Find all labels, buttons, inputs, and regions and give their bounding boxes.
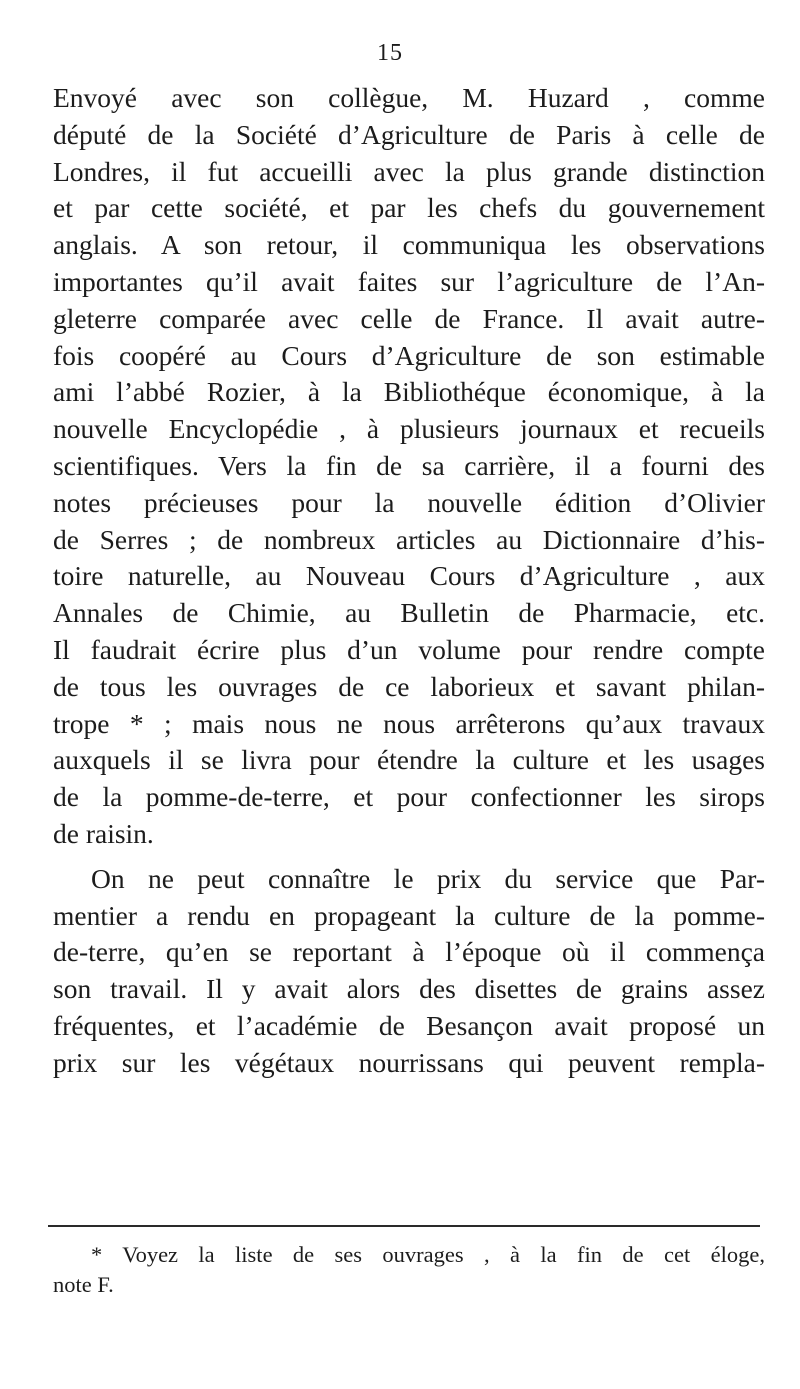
text-line: Il faudrait écrire plus d’un volume pour rendre compte [53, 633, 765, 665]
text-line: toire naturelle, au Nouveau Cours d’Agriculture , aux [53, 560, 765, 592]
text-line: Londres, il fut accueilli avec la plus grande distinction [53, 155, 765, 187]
text-line: nouvelle Encyclopédie , à plusieurs journaux et recueils [53, 413, 765, 445]
text-line: scientifiques. Vers la fin de sa carrière, il a fourni des [53, 449, 765, 481]
text-line: fois coopéré au Cours d’Agriculture de son estimable [53, 339, 765, 371]
text-line: de la pomme-de-terre, et pour confectionner les sirops [53, 781, 765, 813]
paragraph-1 [53, 80, 765, 853]
main-text [53, 80, 765, 1082]
footnote-line: * Voyez la liste de ses ouvrages , à la fin de cet éloge, [91, 1242, 765, 1267]
footnote-line: note F. [53, 1272, 114, 1297]
text-line: prix sur les végétaux nourrissans qui peuvent rempla- [53, 1046, 765, 1078]
text-line: de Serres ; de nombreux articles au Dictionnaire d’his- [53, 523, 765, 555]
text-line: mentier a rendu en propageant la culture de la pomme- [53, 899, 765, 931]
text-line: importantes qu’il avait faites sur l’agriculture de l’An- [53, 265, 765, 297]
paragraph-2 [53, 861, 765, 1082]
text-line: Annales de Chimie, au Bulletin de Pharmacie, etc. [53, 597, 765, 629]
text-line: et par cette société, et par les chefs du gouvernement [53, 192, 765, 224]
text-line: gleterre comparée avec celle de France. Il avait autre- [53, 302, 765, 334]
text-line: trope * ; mais nous ne nous arrêterons qu’aux travaux [53, 707, 765, 739]
text-line: ami l’abbé Rozier, à la Bibliothéque économique, à la [53, 376, 765, 408]
text-line: fréquentes, et l’académie de Besançon avait proposé un [53, 1009, 765, 1041]
text-line: On ne peut connaître le prix du service que Par- [91, 862, 765, 894]
text-line: de raisin. [53, 817, 154, 849]
text-line: de-terre, qu’en se reportant à l’époque où il commença [53, 936, 765, 968]
text-line: son travail. Il y avait alors des disettes de grains assez [53, 973, 765, 1005]
text-line: auxquels il se livra pour étendre la culture et les usages [53, 744, 765, 776]
footnote [53, 1240, 765, 1300]
page-number: 15 [377, 40, 403, 66]
footnote-rule [48, 1225, 760, 1227]
text-line: anglais. A son retour, il communiqua les observations [53, 229, 765, 261]
text-line: de tous les ouvrages de ce laborieux et savant philan- [53, 670, 765, 702]
text-line: notes précieuses pour la nouvelle édition d’Olivier [53, 486, 765, 518]
text-line: Envoyé avec son collègue, M. Huzard , comme [53, 82, 765, 113]
text-line: député de la Société d’Agriculture de Paris à celle de [53, 118, 765, 150]
paragraph-spacer [53, 853, 765, 861]
